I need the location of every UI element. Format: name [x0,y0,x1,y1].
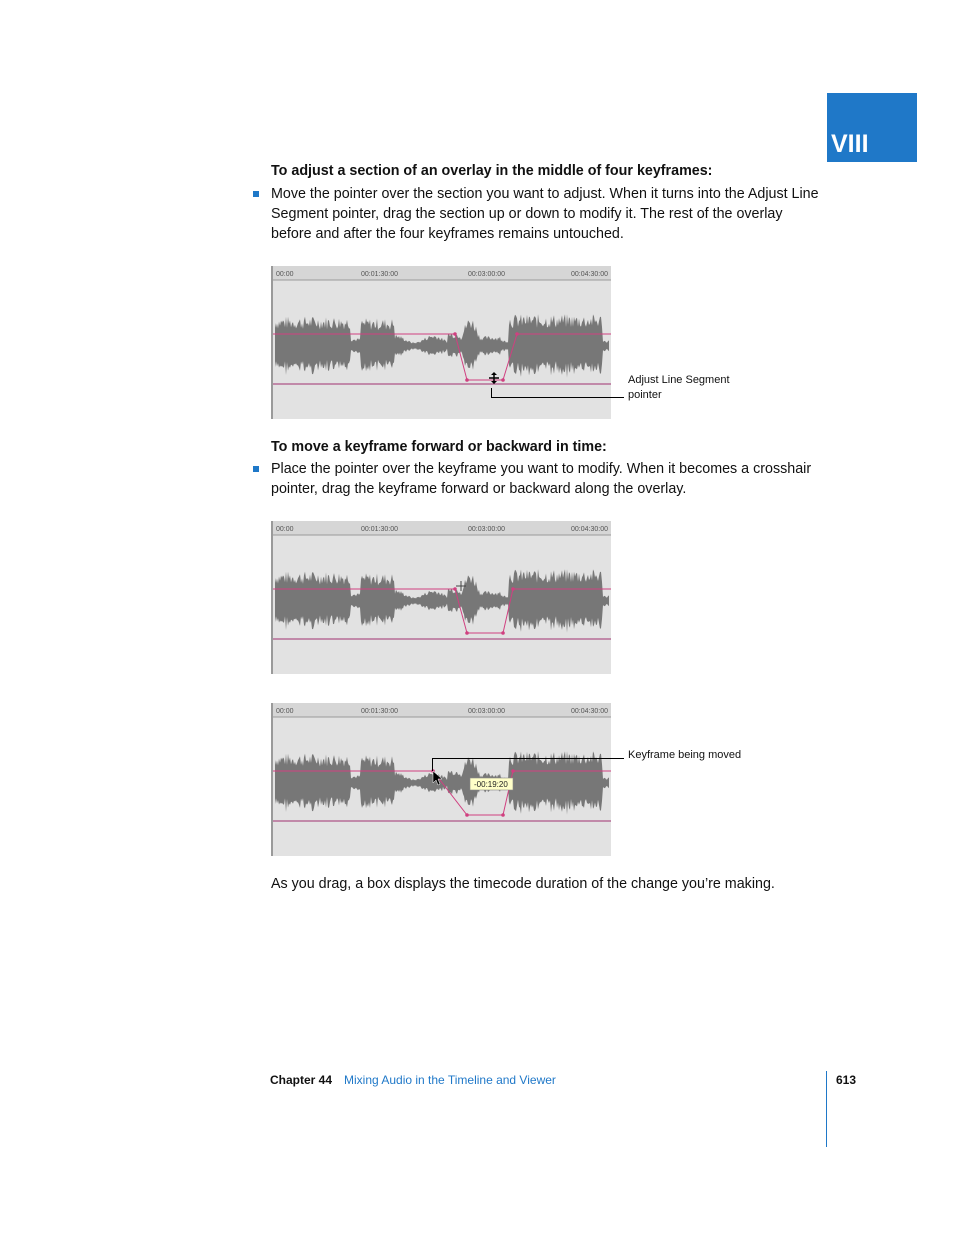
section1-heading: To adjust a section of an overlay in the middle of four keyframes: [271,163,713,179]
footer-chapter-title[interactable]: Mixing Audio in the Timeline and Viewer [344,1073,556,1087]
footer-chapter: Chapter 44 [270,1073,333,1087]
ruler-tick-1: 00:00 [276,526,294,533]
closing-paragraph: As you drag, a box displays the timecode duration of the change you’re making. [271,876,775,892]
waveform-svg-3 [273,703,611,856]
section1-bullet [253,184,823,244]
keyframe-2[interactable] [465,813,469,817]
callout-leader-2-vertical [432,758,433,771]
bullet-square-icon [253,191,259,197]
callout-keyframe-being-moved: Keyframe being moved [628,749,742,761]
keyframe-4[interactable] [515,332,519,336]
footer-divider [826,1071,827,1147]
ruler-tick-4: 00:04:30:00 [571,526,608,533]
keyframe-1[interactable] [453,587,457,591]
section2-bullet-text: Place the pointer over the keyframe you want to modify. When it becomes a crosshair pointer, drag the keyframe forward or backward along the overlay. [271,461,812,497]
keyframe-1[interactable] [453,332,457,336]
footer-page-number: 613 [836,1073,857,1087]
keyframe-4[interactable] [511,769,515,773]
section1-bullet-text: Move the pointer over the section you want to adjust. When it turns into the Adjust Line Segment pointer, drag the section up or down to modify it. The rest of the overlay before and after the four keyframes remains untouched. [271,186,819,242]
ruler-tick-2: 00:01:30:00 [361,526,398,533]
audio-waveform [275,314,609,378]
ruler-tick-2: 00:01:30:00 [361,271,398,278]
callout-leader-1-horizontal [491,397,624,398]
keyframe-3[interactable] [501,631,505,635]
ruler-tick-1: 00:00 [276,271,294,278]
ruler-tick-3: 00:03:00:00 [468,526,505,533]
keyframe-2[interactable] [465,631,469,635]
section2-heading: To move a keyframe forward or backward in time: [271,439,607,455]
audio-waveform [275,569,609,633]
part-tab-label: VIII [831,130,869,158]
ruler-tick-4: 00:04:30:00 [571,708,608,715]
callout-leader-2-horizontal [432,758,624,759]
ruler-tick-3: 00:03:00:00 [468,271,505,278]
ruler-tick-2: 00:01:30:00 [361,708,398,715]
timecode-tooltip [470,778,513,790]
keyframe-3[interactable] [501,378,505,382]
part-tab [827,93,917,162]
ruler-tick-4: 00:04:30:00 [571,271,608,278]
adjust-line-segment-pointer-icon [489,372,499,384]
section2-bullet [253,459,823,499]
keyframe-3[interactable] [501,813,505,817]
tooltip-timecode: -00:19:20 [474,780,508,789]
waveform-svg-2 [273,521,611,674]
keyframe-4[interactable] [511,587,515,591]
ruler-tick-3: 00:03:00:00 [468,708,505,715]
callout-adjust-line-segment: Adjust Line Segment pointer [628,374,730,401]
waveform-figure-2 [271,521,611,674]
ruler-tick-1: 00:00 [276,708,294,715]
bullet-square-icon [253,466,259,472]
waveform-figure-3 [271,703,611,856]
keyframe-2[interactable] [465,378,469,382]
